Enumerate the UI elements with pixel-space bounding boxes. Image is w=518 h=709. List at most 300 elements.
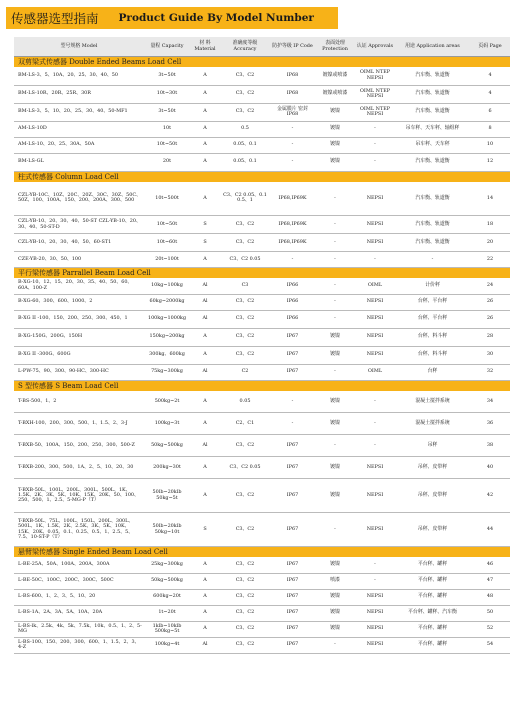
cell-page: 34 xyxy=(470,391,510,413)
cell-capacity: 60kg~2000kg xyxy=(144,294,190,310)
cell-page: 48 xyxy=(470,589,510,605)
cell-page: 28 xyxy=(470,328,510,346)
cell-protection: 镀镍 xyxy=(315,153,355,171)
section-title: 悬臂梁传感器 Single Ended Beam Load Cell xyxy=(14,547,510,558)
cell-approvals: NEPSI xyxy=(355,457,395,479)
table-row xyxy=(14,121,510,137)
cell-material: Al xyxy=(190,435,220,457)
cell-application: 汽车衡、轨道衡 xyxy=(395,153,470,171)
cell-capacity: 200kg~30t xyxy=(144,457,190,479)
header-accuracy: 准确度等级 Accuracy xyxy=(220,37,270,57)
cell-protection: 镀镍 xyxy=(315,121,355,137)
cell-approvals: OIML NTEP NEPSI xyxy=(355,103,395,121)
cell-ip-code: IP67 xyxy=(270,364,315,380)
header-protection: 表面处理 Protection xyxy=(315,37,355,57)
product-guide-table xyxy=(14,37,510,654)
cell-approvals: NEPSI xyxy=(355,294,395,310)
cell-capacity: 300kg、600kg xyxy=(144,346,190,364)
cell-approvals: - xyxy=(355,252,395,268)
cell-page: 14 xyxy=(470,182,510,216)
cell-approvals: NEPSI xyxy=(355,328,395,346)
cell-capacity: 50kg~500kg xyxy=(144,435,190,457)
cell-accuracy: C3、C2 0.05、0.1 0.5、1 xyxy=(220,182,270,216)
table-row xyxy=(14,413,510,435)
cell-application: 吊车秤、天车秤 xyxy=(395,137,470,153)
cell-page: 38 xyxy=(470,435,510,457)
cell-material: A xyxy=(190,67,220,85)
cell-material: A xyxy=(190,182,220,216)
cell-application: 混凝土搅拌系统 xyxy=(395,391,470,413)
cell-approvals: OIML NTEP NEPSI xyxy=(355,85,395,103)
cell-material: A xyxy=(190,605,220,621)
section-title: 柱式传感器 Column Load Cell xyxy=(14,171,510,182)
cell-application: 汽车衡、轨道衡 xyxy=(395,103,470,121)
cell-ip-code: - xyxy=(270,413,315,435)
cell-ip-code: IP68,IP69K xyxy=(270,182,315,216)
cell-protection: 镀镍 xyxy=(315,346,355,364)
cell-capacity: 10t xyxy=(144,121,190,137)
table-row xyxy=(14,573,510,589)
cell-application: 平台秤、罐秤、汽车衡 xyxy=(395,605,470,621)
cell-material: A xyxy=(190,328,220,346)
cell-capacity: 25kg~300kg xyxy=(144,557,190,573)
cell-material: A xyxy=(190,85,220,103)
cell-protection: 镀镍 xyxy=(315,621,355,637)
cell-application: 台秤、料斗秤 xyxy=(395,346,470,364)
cell-capacity: 10t~30t xyxy=(144,85,190,103)
cell-approvals: - xyxy=(355,121,395,137)
cell-application: 台秤、料斗秤 xyxy=(395,328,470,346)
cell-approvals: - xyxy=(355,573,395,589)
cell-model: L-BS-600、1、2、3、5、10、20 xyxy=(14,589,144,605)
header-application: 用途 Application areas xyxy=(395,37,470,57)
cell-page: 36 xyxy=(470,413,510,435)
cell-page: 50 xyxy=(470,605,510,621)
cell-application: 混凝土搅拌系统 xyxy=(395,413,470,435)
cell-material: A xyxy=(190,391,220,413)
cell-protection: - xyxy=(315,364,355,380)
cell-ip-code: IP68,IP69K xyxy=(270,216,315,234)
cell-model: CZL-YB-10C、10Z、20C、20Z、30C、30Z、50C、50Z、100、100A、150、200、200A、300、500 xyxy=(14,182,144,216)
cell-approvals: NEPSI xyxy=(355,479,395,513)
cell-approvals: NEPSI xyxy=(355,310,395,328)
cell-page: 30 xyxy=(470,346,510,364)
cell-material: A xyxy=(190,413,220,435)
table-row xyxy=(14,234,510,252)
header-capacity: 量程 Capacity xyxy=(144,37,190,57)
cell-application: 平台秤、罐秤 xyxy=(395,621,470,637)
cell-ip-code: IP68 xyxy=(270,67,315,85)
cell-ip-code: IP67 xyxy=(270,457,315,479)
cell-application: 吊车秤、天车秤、轴组秤 xyxy=(395,121,470,137)
cell-approvals: - xyxy=(355,435,395,457)
section-title: S 型传感器 S Beam Load Cell xyxy=(14,380,510,391)
cell-material: S xyxy=(190,513,220,547)
cell-capacity: 50kg~500kg xyxy=(144,573,190,589)
cell-model: L-PW-75、90、300、90-HC、300-HC xyxy=(14,364,144,380)
cell-protection: 镀镍 xyxy=(315,137,355,153)
cell-material: A xyxy=(190,457,220,479)
cell-material: A xyxy=(190,153,220,171)
table-row xyxy=(14,103,510,121)
cell-material: Al xyxy=(190,294,220,310)
cell-ip-code: IP68,IP69K xyxy=(270,234,315,252)
cell-model: BM-LS-GL xyxy=(14,153,144,171)
table-body xyxy=(14,57,510,654)
cell-model: AM-LS-10D xyxy=(14,121,144,137)
cell-protection: 镀镍 xyxy=(315,605,355,621)
cell-application: 台秤、平台秤 xyxy=(395,294,470,310)
cell-material: Al xyxy=(190,310,220,328)
cell-accuracy: C3、C2 xyxy=(220,103,270,121)
cell-page: 4 xyxy=(470,85,510,103)
cell-accuracy: C3、C2 xyxy=(220,637,270,653)
cell-approvals: - xyxy=(355,413,395,435)
cell-material: A xyxy=(190,621,220,637)
cell-capacity: 10t~50t xyxy=(144,137,190,153)
cell-ip-code: IP67 xyxy=(270,637,315,653)
cell-material: A xyxy=(190,103,220,121)
cell-model: AM-LS-10、20、25、30A、50A xyxy=(14,137,144,153)
cell-ip-code: - xyxy=(270,252,315,268)
cell-model: B-XG-150G、200G、150H xyxy=(14,328,144,346)
cell-model: L-BS-lk、2.5k、4k、5k、7.5k、10k、0.5、1、2、5-MG xyxy=(14,621,144,637)
cell-approvals: NEPSI xyxy=(355,589,395,605)
cell-material: Al xyxy=(190,637,220,653)
cell-approvals: OIML xyxy=(355,364,395,380)
cell-capacity: 100kg~4t xyxy=(144,637,190,653)
section-title: 平行梁传感器 Parrallel Beam Load Cell xyxy=(14,268,510,279)
cell-material: A xyxy=(190,557,220,573)
cell-capacity: 100kg~3t xyxy=(144,413,190,435)
table-row xyxy=(14,589,510,605)
cell-model: BM-LS-10R、20R、25R、30R xyxy=(14,85,144,103)
cell-application: 汽车衡、轨道衡 xyxy=(395,85,470,103)
cell-accuracy: C3、C2 xyxy=(220,328,270,346)
cell-capacity: 1klb~10klb 500kg~5t xyxy=(144,621,190,637)
cell-page: 42 xyxy=(470,479,510,513)
table-row xyxy=(14,605,510,621)
cell-approvals: NEPSI xyxy=(355,216,395,234)
cell-application: 汽车衡、轨道衡 xyxy=(395,216,470,234)
cell-application: 吊秤、皮带秤 xyxy=(395,513,470,547)
cell-ip-code: - xyxy=(270,121,315,137)
cell-accuracy: C3、C2 xyxy=(220,621,270,637)
cell-protection: - xyxy=(315,294,355,310)
cell-approvals: - xyxy=(355,557,395,573)
cell-model: CZL-YB-10、20、30、40、50、60-ST1 xyxy=(14,234,144,252)
cell-ip-code: IP66 xyxy=(270,294,315,310)
table-row xyxy=(14,67,510,85)
cell-application: 吊秤、皮带秤 xyxy=(395,457,470,479)
header-row xyxy=(14,37,510,57)
cell-accuracy: C2、C1 xyxy=(220,413,270,435)
cell-material: A xyxy=(190,252,220,268)
cell-accuracy: C3、C2 xyxy=(220,85,270,103)
cell-model: L-BE-25A、50A、100A、200A、300A xyxy=(14,557,144,573)
cell-approvals: NEPSI xyxy=(355,234,395,252)
cell-capacity: 3t~50t xyxy=(144,103,190,121)
header-approvals: 认证 Approvals xyxy=(355,37,395,57)
cell-protection: 镀镍 xyxy=(315,103,355,121)
cell-material: A xyxy=(190,121,220,137)
cell-page: 10 xyxy=(470,137,510,153)
cell-model: T-BXB-50、100A、150、200、250、300、500-Z xyxy=(14,435,144,457)
cell-approvals: NEPSI xyxy=(355,637,395,653)
cell-protection: 镀镍 xyxy=(315,328,355,346)
cell-ip-code: IP67 xyxy=(270,605,315,621)
table-row xyxy=(14,557,510,573)
cell-accuracy: 0.5 xyxy=(220,121,270,137)
cell-approvals: OIML xyxy=(355,278,395,294)
cell-material: A xyxy=(190,573,220,589)
cell-protection: - xyxy=(315,182,355,216)
cell-page: 6 xyxy=(470,103,510,121)
cell-page: 40 xyxy=(470,457,510,479)
section-header xyxy=(14,547,510,558)
header-material: 材 料 Material xyxy=(190,37,220,57)
cell-protection: - xyxy=(315,310,355,328)
cell-approvals: NEPSI xyxy=(355,513,395,547)
section-header xyxy=(14,57,510,68)
cell-accuracy: C3、C2 xyxy=(220,294,270,310)
cell-model: L-BS-1A、2A、3A、5A、10A、20A xyxy=(14,605,144,621)
cell-approvals: - xyxy=(355,391,395,413)
cell-page: 4 xyxy=(470,67,510,85)
cell-accuracy: 0.05 xyxy=(220,391,270,413)
cell-approvals: OIML NTEP NEPSI xyxy=(355,67,395,85)
cell-ip-code: IP66 xyxy=(270,278,315,294)
cell-capacity: 10t~500t xyxy=(144,182,190,216)
cell-model: T-BS-500、1、2 xyxy=(14,391,144,413)
table-row xyxy=(14,182,510,216)
cell-model: B-XG-10、12、15、20、30、35、40、50、60、60A、100-Z xyxy=(14,278,144,294)
cell-ip-code: IP67 xyxy=(270,328,315,346)
cell-capacity: 20t~100t xyxy=(144,252,190,268)
cell-capacity: 1t~20t xyxy=(144,605,190,621)
cell-capacity: 10t~60t xyxy=(144,234,190,252)
cell-protection: 镀镍 xyxy=(315,391,355,413)
cell-ip-code: - xyxy=(270,137,315,153)
cell-page: 46 xyxy=(470,557,510,573)
cell-model: T-BXB-50L、75L、100L、150L、200L、300L、500L、1K、1.5K、2K、2.5K、3K、5K、10K、15K、20K、0.05、0.1、0.25、0.5、1、2.5、5、7.5、10-ST-P（T） xyxy=(14,513,144,547)
cell-accuracy: C3、C2 xyxy=(220,67,270,85)
cell-protection: 镀镍 xyxy=(315,413,355,435)
cell-application: 平台秤、罐秤 xyxy=(395,557,470,573)
cell-ip-code: IP67 xyxy=(270,479,315,513)
cell-application: 平台秤、罐秤 xyxy=(395,637,470,653)
cell-ip-code: 金属膜片 密封 IP68 xyxy=(270,103,315,121)
cell-application: 计价秤 xyxy=(395,278,470,294)
cell-material: A xyxy=(190,346,220,364)
cell-material: Al xyxy=(190,278,220,294)
cell-model: T-BXB-50L、100L、200L、300L、500L、1K、1.5K、2K、3K、5K、10K、15K、20K、50、100、250、500、1、2.5、5-MG-P（T） xyxy=(14,479,144,513)
cell-capacity: 10t~50t xyxy=(144,216,190,234)
cell-accuracy: C3、C2 xyxy=(220,513,270,547)
cell-accuracy: C2 xyxy=(220,364,270,380)
table-row xyxy=(14,479,510,513)
table-row xyxy=(14,137,510,153)
cell-capacity: 3t~50t xyxy=(144,67,190,85)
cell-capacity: 500kg~2t xyxy=(144,391,190,413)
cell-accuracy: C3、C2 xyxy=(220,234,270,252)
cell-application: 台秤 xyxy=(395,364,470,380)
cell-model: B-XG II -100、150、200、250、300、450、1 xyxy=(14,310,144,328)
cell-material: A xyxy=(190,479,220,513)
cell-ip-code: IP67 xyxy=(270,435,315,457)
cell-protection: 喷漆 xyxy=(315,573,355,589)
cell-capacity: 75kg~300kg xyxy=(144,364,190,380)
cell-material: A xyxy=(190,137,220,153)
table-row xyxy=(14,457,510,479)
cell-ip-code: - xyxy=(270,153,315,171)
section-header xyxy=(14,380,510,391)
cell-page: 24 xyxy=(470,278,510,294)
table-row xyxy=(14,513,510,547)
cell-accuracy: C3、C2 xyxy=(220,435,270,457)
table-row xyxy=(14,278,510,294)
header-page: 页码 Page xyxy=(470,37,510,57)
cell-application: 汽车衡、轨道衡 xyxy=(395,182,470,216)
cell-protection: 镀镍 xyxy=(315,457,355,479)
cell-protection: - xyxy=(315,637,355,653)
cell-model: CZL-YB-10、20、30、40、50-ST CZL-YB-10、20、30、40、50-ST-D xyxy=(14,216,144,234)
cell-page: 22 xyxy=(470,252,510,268)
cell-application: 汽车衡、轨道衡 xyxy=(395,234,470,252)
cell-capacity: 20t xyxy=(144,153,190,171)
cell-protection: - xyxy=(315,278,355,294)
cell-protection: - xyxy=(315,513,355,547)
page-title-bar xyxy=(6,7,338,29)
cell-model: T-BXH-100、200、300、500、1、1.5、2、3-J xyxy=(14,413,144,435)
page-title-en: Product Guide By Model Number xyxy=(118,12,314,24)
cell-capacity: 100kg~1000kg xyxy=(144,310,190,328)
cell-capacity: 50lb~20klb 50kg~10t xyxy=(144,513,190,547)
cell-protection: - xyxy=(315,234,355,252)
table-row xyxy=(14,85,510,103)
cell-approvals: - xyxy=(355,137,395,153)
table-row xyxy=(14,621,510,637)
cell-page: 26 xyxy=(470,310,510,328)
cell-accuracy: C3、C2 0.05 xyxy=(220,457,270,479)
cell-page: 32 xyxy=(470,364,510,380)
cell-page: 20 xyxy=(470,234,510,252)
table-row xyxy=(14,216,510,234)
cell-material: S xyxy=(190,234,220,252)
cell-capacity: 150kg~200kg xyxy=(144,328,190,346)
cell-page: 8 xyxy=(470,121,510,137)
cell-model: BM-LS-3、5、10A、20、25、30、40、50 xyxy=(14,67,144,85)
cell-model: B-XG II -300G、600G xyxy=(14,346,144,364)
cell-page: 52 xyxy=(470,621,510,637)
cell-capacity: 600kg~20t xyxy=(144,589,190,605)
cell-accuracy: C3 xyxy=(220,278,270,294)
cell-protection: 镀镍 xyxy=(315,557,355,573)
header-model: 型号规格 Model xyxy=(14,37,144,57)
cell-ip-code: IP68 xyxy=(270,85,315,103)
cell-protection: 镀镍 xyxy=(315,479,355,513)
cell-application: 吊秤、皮带秤 xyxy=(395,479,470,513)
cell-approvals: NEPSI xyxy=(355,605,395,621)
cell-accuracy: 0.05、0.1 xyxy=(220,137,270,153)
table-row xyxy=(14,391,510,413)
cell-page: 26 xyxy=(470,294,510,310)
cell-accuracy: 0.05、0.1 xyxy=(220,153,270,171)
cell-ip-code: IP67 xyxy=(270,513,315,547)
cell-page: 18 xyxy=(470,216,510,234)
cell-material: A xyxy=(190,589,220,605)
cell-application: 平台秤、罐秤 xyxy=(395,589,470,605)
table-row xyxy=(14,637,510,653)
cell-approvals: NEPSI xyxy=(355,346,395,364)
cell-protection: 镀镍 xyxy=(315,589,355,605)
table-row xyxy=(14,328,510,346)
cell-ip-code: IP67 xyxy=(270,557,315,573)
cell-model: T-BXB-200、300、500、1A、2、5、10、20、30 xyxy=(14,457,144,479)
cell-ip-code: IP67 xyxy=(270,573,315,589)
cell-accuracy: C3、C2 xyxy=(220,479,270,513)
cell-protection: - xyxy=(315,435,355,457)
cell-capacity: 50lb~20klb 50kg~5t xyxy=(144,479,190,513)
table-row xyxy=(14,310,510,328)
cell-approvals: NEPSI xyxy=(355,621,395,637)
cell-approvals: NEPSI xyxy=(355,182,395,216)
page-title-cn: 传感器选型指南 xyxy=(11,11,99,26)
cell-approvals: - xyxy=(355,153,395,171)
cell-accuracy: C3、C2 xyxy=(220,216,270,234)
cell-accuracy: C3、C2 0.05 xyxy=(220,252,270,268)
cell-page: 12 xyxy=(470,153,510,171)
cell-application: 台秤、平台秤 xyxy=(395,310,470,328)
table-row xyxy=(14,435,510,457)
cell-protection: 镀镍或喷漆 xyxy=(315,67,355,85)
cell-model: B-XG-60、300、600、1000、2 xyxy=(14,294,144,310)
table-row xyxy=(14,153,510,171)
cell-protection: - xyxy=(315,216,355,234)
header-ip-code: 防护等级 IP Code xyxy=(270,37,315,57)
cell-accuracy: C3、C2 xyxy=(220,605,270,621)
table-row xyxy=(14,346,510,364)
cell-capacity: 10kg~100kg xyxy=(144,278,190,294)
cell-application: - xyxy=(395,252,470,268)
table-row xyxy=(14,294,510,310)
section-title: 双剪梁式传感器 Double Ended Beams Load Cell xyxy=(14,57,510,68)
section-header xyxy=(14,171,510,182)
cell-material: Al xyxy=(190,364,220,380)
cell-accuracy: C3、C2 xyxy=(220,589,270,605)
cell-ip-code: IP67 xyxy=(270,589,315,605)
cell-application: 平台秤、罐秤 xyxy=(395,573,470,589)
cell-model: L-BS-100、150、200、300、600、1、1.5、2、3、4-Z xyxy=(14,637,144,653)
table-row xyxy=(14,364,510,380)
cell-model: BM-LS-3、5、10、20、25、30、40、50-MF1 xyxy=(14,103,144,121)
cell-accuracy: C3、C2 xyxy=(220,310,270,328)
cell-model: L-BE-50C、100C、200C、300C、500C xyxy=(14,573,144,589)
cell-application: 汽车衡、轨道衡 xyxy=(395,67,470,85)
cell-page: 44 xyxy=(470,513,510,547)
cell-model: CZE-YB-20、30、50、100 xyxy=(14,252,144,268)
cell-ip-code: - xyxy=(270,391,315,413)
cell-protection: 镀镍或喷漆 xyxy=(315,85,355,103)
cell-accuracy: C3、C2 xyxy=(220,573,270,589)
cell-page: 54 xyxy=(470,637,510,653)
cell-accuracy: C3、C2 xyxy=(220,557,270,573)
cell-ip-code: IP66 xyxy=(270,310,315,328)
cell-accuracy: C3、C2 xyxy=(220,346,270,364)
cell-protection: - xyxy=(315,252,355,268)
cell-application: 吊秤 xyxy=(395,435,470,457)
cell-material: S xyxy=(190,216,220,234)
